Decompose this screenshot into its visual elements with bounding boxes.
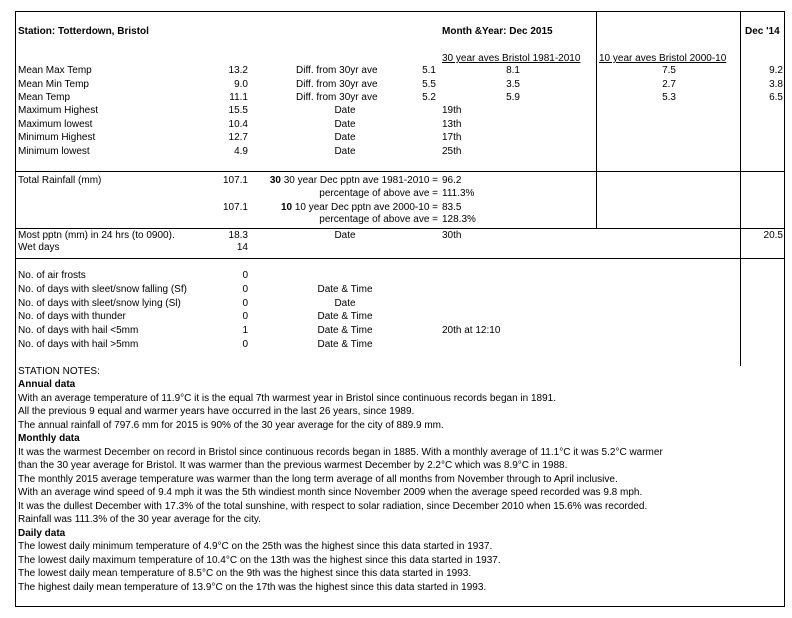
temp-label: Maximum Highest <box>18 105 99 116</box>
temp-ave30: 8.1 <box>506 65 520 76</box>
count-value: 0 <box>242 270 248 281</box>
daily-note: The lowest daily minimum temperature of 4.9°C on the 25th was the highest since this data started in 1937. <box>18 541 493 552</box>
temp-value: 9.0 <box>234 79 248 90</box>
temp-label: Mean Temp <box>18 92 71 103</box>
rain-label: Total Rainfall (mm) <box>18 175 102 186</box>
border-left <box>15 11 16 607</box>
temp-label: Minimum lowest <box>18 146 90 157</box>
temp-date: 13th <box>442 119 462 130</box>
count-dt-label: Date & Time <box>317 284 373 295</box>
temp-date-label: Date <box>334 146 356 157</box>
temp-label: Minimum Highest <box>18 132 96 143</box>
annual-heading: Annual data <box>18 379 76 390</box>
annual-note: With an average temperature of 11.9°C it is the equal 7th warmest year in Bristol since continuous records began in 1891. <box>18 393 556 404</box>
annual-note: All the previous 9 equal and warmer years have occurred in the last 26 years, since 1989. <box>18 406 415 417</box>
temp-ave30: 3.5 <box>506 79 520 90</box>
temp-label: Maximum lowest <box>18 119 93 130</box>
most-pptn-date: 30th <box>442 230 462 241</box>
temp-label: Mean Max Temp <box>18 65 92 76</box>
monthly-note: With an average wind speed of 9.4 mph it was the 5th windiest month since November 2009 when the average speed recorded was 9.8 mph. <box>18 487 643 498</box>
count-label: No. of days with sleet/snow falling (Sf) <box>18 284 187 295</box>
rain-ave10-label: 10 10 year Dec pptn ave 2000-10 = <box>280 202 438 213</box>
count-dt-label: Date & Time <box>317 311 373 322</box>
temp-ave30: 5.9 <box>506 92 520 103</box>
daily-heading: Daily data <box>18 528 66 539</box>
border-right <box>784 11 785 607</box>
temp-dec14: 3.8 <box>769 79 783 90</box>
temp-date-label: Date <box>334 119 356 130</box>
rain-pct10: 128.3% <box>442 214 476 225</box>
daily-note: The lowest daily maximum temperature of 10.4°C on the 13th was the highest since this data started in 1937. <box>18 555 501 566</box>
monthly-note: The monthly 2015 average temperature was warmer than the long term average of all months from November through to April inclusive. <box>18 474 618 485</box>
temp-diff: 5.5 <box>422 79 436 90</box>
temp-date-label: Date <box>334 105 356 116</box>
annual-note: The annual rainfall of 797.6 mm for 2015 is 90% of the 30 year average for the city of 889.9 mm. <box>18 420 444 431</box>
temp-diff-label: Diff. from 30yr ave <box>296 92 378 103</box>
temp-diff: 5.1 <box>422 65 436 76</box>
rain-ave10: 83.5 <box>442 202 462 213</box>
temp-diff-label: Diff. from 30yr ave <box>296 79 378 90</box>
aves-30yr-heading: 30 year aves Bristol 1981-2010 <box>442 53 581 64</box>
row-divider-wet <box>15 258 785 259</box>
count-label: No. of days with thunder <box>18 311 126 322</box>
temp-label: Mean Min Temp <box>18 79 89 90</box>
dec14-heading: Dec '14 <box>745 26 780 37</box>
row-divider-rain <box>15 228 785 229</box>
rain-value: 107.1 <box>222 175 248 186</box>
temp-value: 12.7 <box>228 132 248 143</box>
temp-value: 4.9 <box>234 146 248 157</box>
count-label: No. of days with sleet/snow lying (Sl) <box>18 298 181 309</box>
temp-ave10: 2.7 <box>662 79 676 90</box>
rain-pct30-label: percentage of above ave = <box>319 188 438 199</box>
border-top <box>15 11 785 12</box>
count-label: No. of days with hail <5mm <box>18 325 139 336</box>
daily-note: The lowest daily mean temperature of 8.5°C on the 9th was the highest since this data started in 1993. <box>18 568 472 579</box>
count-value: 1 <box>242 325 248 336</box>
rain-ave30-text: 30 year Dec pptn ave 1981-2010 = <box>283 175 438 186</box>
count-dt-label: Date & Time <box>317 325 373 336</box>
temp-value: 15.5 <box>228 105 248 116</box>
count-value: 0 <box>242 298 248 309</box>
rain-ave30-label: 30 30 year Dec pptn ave 1981-2010 = <box>269 175 438 186</box>
temp-value: 13.2 <box>228 65 248 76</box>
count-dt: 20th at 12:10 <box>442 325 501 336</box>
temp-dec14: 6.5 <box>769 92 783 103</box>
count-value: 0 <box>242 284 248 295</box>
rain-value-2: 107.1 <box>222 202 248 213</box>
temp-date-label: Date <box>334 132 356 143</box>
rain-pct30: 111.3% <box>442 188 475 199</box>
temp-date: 17th <box>442 132 462 143</box>
notes-heading: STATION NOTES: <box>18 366 100 377</box>
monthly-note: Rainfall was 111.3% of the 30 year average for the city. <box>18 514 261 525</box>
rain-ave30: 96.2 <box>442 175 462 186</box>
most-pptn-label: Most pptn (mm) in 24 hrs (to 0900). <box>18 230 175 241</box>
temp-date: 19th <box>442 105 462 116</box>
most-pptn-dec14: 20.5 <box>763 230 783 241</box>
wet-days-value: 14 <box>236 242 248 253</box>
monthly-note: It was the warmest December on record in Bristol since continuous records began in 1885. With a monthly average of 11.1°C it was 5.2°C warmer <box>18 447 663 458</box>
aves-10yr-heading: 10 year aves Bristol 2000-10 <box>599 53 727 64</box>
count-label: No. of days with hail >5mm <box>18 339 139 350</box>
rain-pct10-label: percentage of above ave = <box>319 214 438 225</box>
daily-note: The highest daily mean temperature of 13.9°C on the 17th was the highest since this data started in 1993. <box>18 582 487 593</box>
monthly-heading: Monthly data <box>18 433 80 444</box>
temp-dec14: 9.2 <box>769 65 783 76</box>
month-year-title: Month &Year: Dec 2015 <box>442 26 553 37</box>
station-title: Station: Totterdown, Bristol <box>18 26 149 37</box>
temp-diff-label: Diff. from 30yr ave <box>296 65 378 76</box>
temp-value: 10.4 <box>228 119 248 130</box>
border-bottom <box>15 606 785 607</box>
wet-days-label: Wet days <box>18 242 60 253</box>
temp-ave10: 7.5 <box>662 65 676 76</box>
monthly-note: than the 30 year average for Bristol. It was warmer than the previous warmest December by 2.2°C which was 8.9°C in 1988. <box>18 460 568 471</box>
count-dt-label: Date & Time <box>317 339 373 350</box>
monthly-note: It was the dullest December with 17.3% of the total sunshine, with respect to solar radiation, since December 2010 when 15.6% was recorded. <box>18 501 648 512</box>
most-pptn-value: 18.3 <box>228 230 248 241</box>
temp-value: 11.1 <box>229 92 248 103</box>
temp-date: 25th <box>442 146 462 157</box>
divider-30yr <box>596 11 597 228</box>
rain-ave10-text: 10 year Dec pptn ave 2000-10 = <box>294 202 438 213</box>
row-divider-temps <box>15 171 785 172</box>
count-label: No. of air frosts <box>18 270 86 281</box>
count-value: 0 <box>242 311 248 322</box>
temp-ave10: 5.3 <box>662 92 676 103</box>
temp-diff: 5.2 <box>422 92 436 103</box>
count-dt-label: Date <box>334 298 356 309</box>
count-value: 0 <box>242 339 248 350</box>
most-pptn-date-label: Date <box>334 230 356 241</box>
